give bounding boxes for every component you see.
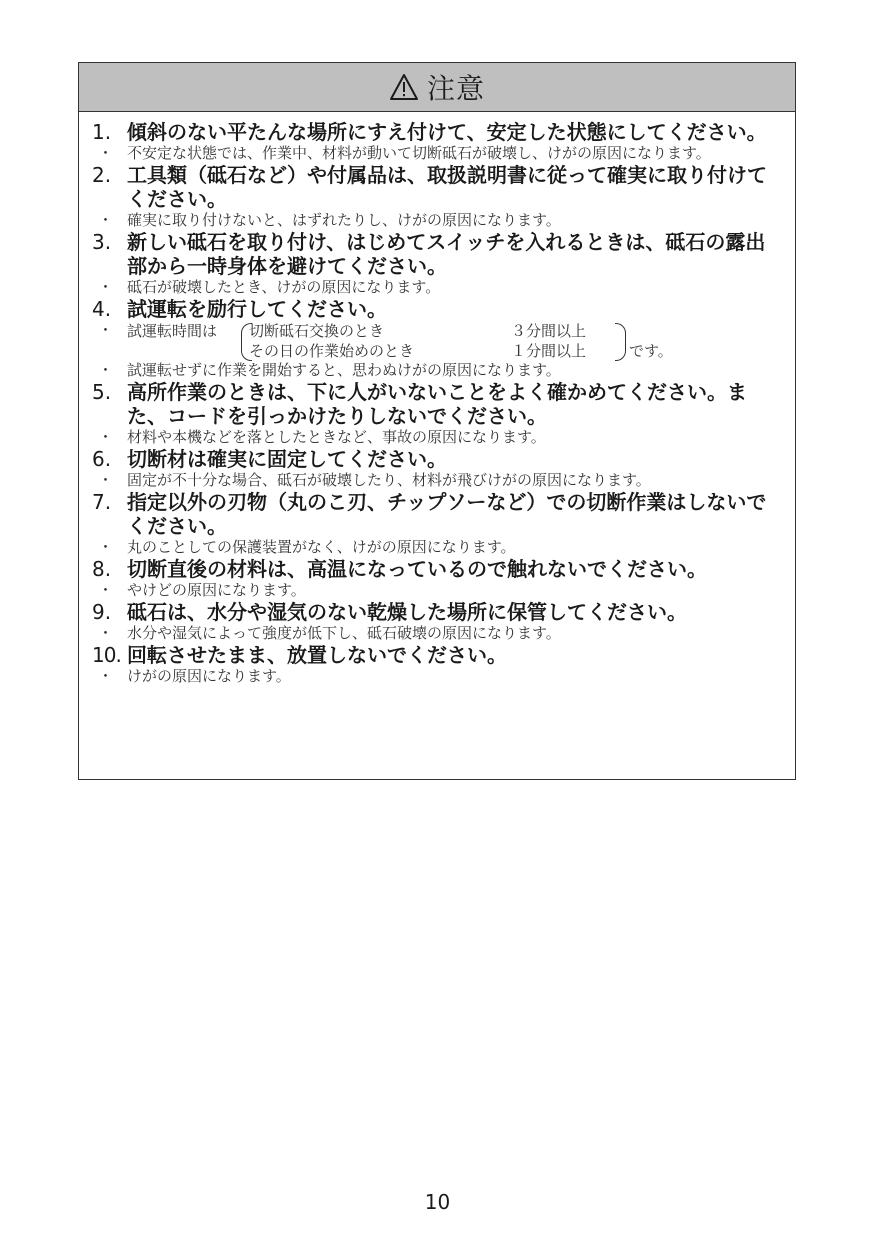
left-bracket	[241, 323, 252, 361]
note-text: 固定が不十分な場合、砥石が破壊したり、材料が飛びけがの原因になります。	[127, 471, 651, 489]
item-number: 8.	[92, 557, 112, 581]
bullet: ・	[98, 538, 114, 556]
bullet: ・	[98, 471, 114, 489]
list-item	[92, 557, 785, 581]
item-text: 試運転を励行してください。	[127, 297, 387, 321]
note-text: やけどの原因になります。	[127, 581, 306, 599]
schedule-row	[249, 321, 621, 341]
schedule-duration: １分間以上	[511, 342, 587, 360]
item-note	[92, 144, 785, 163]
item-note	[92, 624, 785, 643]
warning-triangle-icon	[389, 73, 419, 101]
note-text: 材料や本機などを落としたときなど、事故の原因になります。	[127, 428, 546, 446]
schedule-tail: です。	[629, 342, 673, 360]
item-note	[92, 211, 785, 230]
note-text: けがの原因になります。	[127, 667, 291, 685]
list-item	[92, 447, 785, 471]
caution-box	[78, 62, 796, 780]
bullet: ・	[98, 361, 114, 379]
item-note	[92, 667, 785, 686]
item-number: 9.	[92, 600, 112, 624]
list-item	[92, 643, 785, 667]
bullet: ・	[98, 321, 114, 339]
item-note	[92, 428, 785, 447]
schedule-row	[249, 341, 621, 361]
item-number: 4.	[92, 297, 112, 321]
item-note	[92, 581, 785, 600]
item-number: 3.	[92, 230, 112, 254]
caution-title: 注意	[426, 72, 485, 105]
test-run-schedule	[92, 321, 795, 361]
item-note	[92, 538, 785, 557]
right-bracket	[615, 323, 626, 361]
page-number: 10	[424, 1190, 451, 1214]
bullet: ・	[98, 144, 114, 162]
item-note	[92, 361, 785, 380]
item-text: 砥石は、水分や湿気のない乾燥した場所に保管してください。	[127, 600, 687, 624]
list-item	[92, 490, 785, 538]
item-note	[92, 471, 785, 490]
bullet: ・	[98, 667, 114, 685]
note-text: 水分や湿気によって強度が低下し、砥石破壊の原因になります。	[127, 624, 561, 642]
list-item	[92, 120, 785, 144]
bullet: ・	[98, 278, 114, 296]
bullet: ・	[98, 211, 114, 229]
caution-list	[79, 112, 795, 686]
item-text: 切断材は確実に固定してください。	[127, 447, 447, 471]
note-text: 丸のことしての保護装置がなく、けがの原因になります。	[127, 538, 516, 556]
item-text: 高所作業のときは、下に人がいないことをよく確かめてください。また、コードを引っかけたりしないでください。	[127, 380, 747, 428]
item-note	[92, 278, 785, 297]
item-number: 2.	[92, 163, 112, 187]
item-number: 10.	[92, 643, 121, 667]
bullet: ・	[98, 428, 114, 446]
list-item	[92, 600, 785, 624]
item-text: 切断直後の材料は、高温になっているので触れないでください。	[127, 557, 707, 581]
item-text: 工具類（砥石など）や付属品は、取扱説明書に従って確実に取り付けてください。	[127, 163, 767, 211]
bullet: ・	[98, 581, 114, 599]
schedule-rows	[249, 321, 621, 361]
bullet: ・	[98, 624, 114, 642]
item-number: 1.	[92, 120, 112, 144]
list-item	[92, 297, 785, 321]
schedule-case: その日の作業始めのとき	[249, 342, 415, 360]
list-item	[92, 163, 785, 211]
list-item	[92, 380, 785, 428]
item-text: 新しい砥石を取り付け、はじめてスイッチを入れるときは、砥石の露出部から一時身体を避けてください。	[127, 230, 766, 278]
note-text: 確実に取り付けないと、はずれたりし、けがの原因になります。	[127, 211, 561, 229]
note-text: 砥石が破壊したとき、けがの原因になります。	[127, 278, 441, 296]
item-number: 6.	[92, 447, 112, 471]
list-item	[92, 230, 785, 278]
schedule-case: 切断砥石交換のとき	[249, 322, 385, 340]
item-text: 指定以外の刃物（丸のこ刃、チップソーなど）での切断作業はしないでください。	[127, 490, 767, 538]
note-text: 試運転せずに作業を開始すると、思わぬけがの原因になります。	[127, 361, 561, 379]
note-text: 不安定な状態では、作業中、材料が動いて切断砥石が破壊し、けがの原因になります。	[127, 144, 711, 162]
caution-header	[79, 63, 795, 112]
item-text: 傾斜のない平たんな場所にすえ付けて、安定した状態にしてください。	[127, 120, 767, 144]
schedule-label: 試運転時間は	[127, 322, 218, 340]
item-number: 5.	[92, 380, 112, 404]
item-number: 7.	[92, 490, 112, 514]
schedule-duration: ３分間以上	[511, 322, 587, 340]
item-text: 回転させたまま、放置しないでください。	[127, 643, 507, 667]
